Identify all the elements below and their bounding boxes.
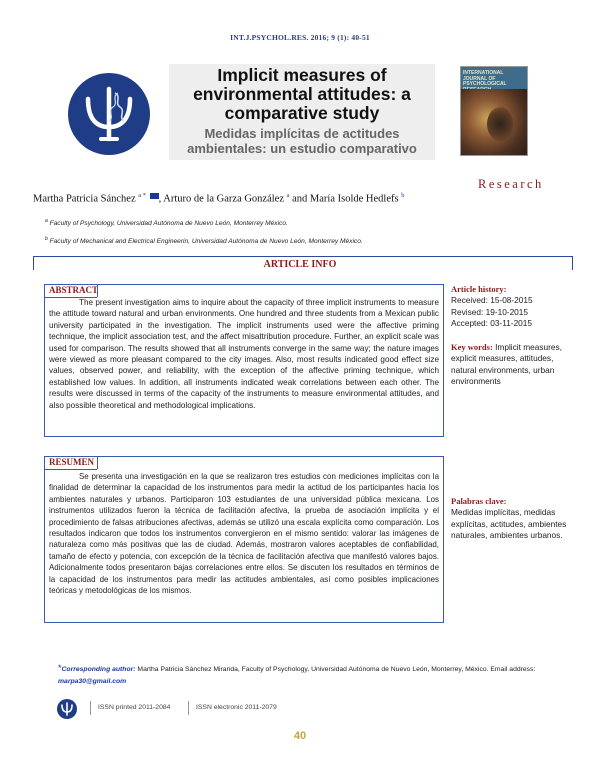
cover-title-line-2: PSYCHOLOGICAL <box>463 81 507 87</box>
received-date: Received: 15-08-2015 <box>451 295 533 306</box>
author-1-affiliation: a * <box>138 192 147 199</box>
page-number: 40 <box>293 730 307 742</box>
psi-logo-icon <box>68 73 150 155</box>
journal-reference: INT.J.PSYCHOL.RES. 2016; 9 (1): 40-51 <box>230 33 370 42</box>
resumen-label-border <box>97 457 98 469</box>
resumen-box <box>44 456 444 623</box>
affiliation-a <box>45 218 288 227</box>
author-1: Martha Patricia Sánchez <box>33 193 136 205</box>
cover-artwork-figure <box>487 107 513 141</box>
footer-separator <box>90 701 91 715</box>
affiliation-b-text: Faculty of Mechanical and Electrical Engineerin, Universidad Autónoma de Nuevo León, Monterrey México. <box>47 238 363 246</box>
title-es-line-2: ambientales: un estudio comparativo <box>187 141 417 156</box>
title-line-2: environmental attitudes: a <box>193 84 411 104</box>
palabras-clave-text: Medidas implícitas, medidas explícitas, actitudes, ambientes naturales, ambientes urbanos. <box>451 507 567 541</box>
author-2: , Arturo de la Garza González <box>158 193 284 205</box>
palabras-clave <box>451 496 576 542</box>
keywords-heading: Key words: <box>451 342 493 352</box>
affiliation-a-text: Faculty of Psychology, Universidad Autónoma de Nuevo León, Monterrey México. <box>47 220 288 228</box>
psi-logo-small-icon <box>57 699 77 719</box>
resumen-label-underline <box>45 469 97 470</box>
affiliation-b-marker: b <box>45 236 48 242</box>
affiliation-a-marker: a <box>45 218 48 224</box>
article-history <box>451 284 576 330</box>
resumen-text: Se presenta una investigación en la que se realizaron tres estudios con mediciones implícitas con la finalidad de determinar la capacidad de los instrumentos para medir la actitud de los participantes hacia los ambientes naturales y urbanos. Participaron 103 estudiantes de una universidad pública mexicana. Los instrumentos utilizados fueron la técnica de facilitación afectiva, la prueba de asociación implícita y el procedimiento de falsas atribuciones afectivas, además se utilizó una escala explícita como comparación. Los resultados indicaron que todos los instrumentos convergieron en el mismo sentido: valorar las imágenes de naturaleza como más positivas que las de ciudad. Además, mostraron valores aceptables de confiabilidad, tamaño de efecto y potencia, con excepción de la técnica de facilitación afectiva que manifestó valores bajos. Adicionalmente todos presentaron bajas correlaciones entre ellos. Se discuten los resultados en términos de la capacidad de los instrumentos para medir las actitudes ambientales, así como posibles implicaciones teóricas y metodológicas de los mismos. <box>49 472 439 596</box>
title-line-3: comparative study <box>224 103 380 123</box>
corresponding-email-link[interactable]: marpa30@gmail.com <box>58 678 127 685</box>
abstract-box <box>44 284 444 437</box>
resumen-label: RESUMEN <box>49 457 95 467</box>
footer-separator <box>188 701 189 715</box>
journal-logo <box>68 73 150 155</box>
author-2-affiliation: a <box>286 192 290 199</box>
corresponding-text: Martha Patricia Sánchez Miranda, Faculty of Psychology, Universidad Autónoma de Nuevo León, Monterrey, México. Email address: <box>135 666 536 673</box>
issn-printed: ISSN printed 2011-2084 <box>98 704 171 711</box>
palabras-clave-heading: Palabras clave: <box>451 496 507 506</box>
article-history-heading: Article history: <box>451 284 507 294</box>
affiliation-b <box>45 236 363 245</box>
corresponding-author-note <box>58 662 553 688</box>
divider <box>33 256 573 257</box>
author-list <box>33 192 404 205</box>
corresponding-star: * <box>58 663 62 673</box>
article-title-spanish <box>169 126 435 156</box>
abstract-label-border <box>97 285 98 297</box>
author-3: and María Isolde Hedlefs <box>289 193 399 205</box>
cover-title-line-1: INTERNATIONAL JOURNAL OF <box>463 70 504 82</box>
article-title <box>169 66 435 123</box>
issn-electronic: ISSN electronic 2011-2079 <box>196 704 277 711</box>
abstract-label: ABSTRACT <box>49 285 99 295</box>
author-3-affiliation: b <box>401 192 405 199</box>
keywords <box>451 342 576 388</box>
section-type-label: Research <box>478 177 544 191</box>
abstract-text-block <box>49 297 439 411</box>
title-line-1: Implicit measures of <box>217 65 387 85</box>
email-icon[interactable] <box>150 193 159 199</box>
journal-cover-image <box>460 66 528 156</box>
corresponding-label: Corresponding author: <box>61 666 136 673</box>
article-info-heading: ARTICLE INFO <box>263 259 337 270</box>
footer-logo <box>57 699 77 719</box>
accepted-date: Accepted: 03-11-2015 <box>451 318 533 329</box>
keywords-text: Implicit measures, explicit measures, attitudes, natural environments, urban environments <box>451 342 562 387</box>
resumen-text-block <box>49 471 439 596</box>
revised-date: Revised: 19-10-2015 <box>451 306 529 317</box>
abstract-text: The present investigation aims to inquire about the capacity of three implicit instruments to measure the attitude toward natural and urban environments. One hundred and three students from a Mexican public university participated in the investigation. The implicit instruments used were the affective priming technique, the implicit association test, and the affect misattribution procedure. Further, an explicit scale was used for comparison. The results showed that all instruments converge in the same way; the nature images were viewed as more pleasant compared to the city images. Also, most results indicated good effect size values, observed power, and reliability, with the exception of the affective priming technique, which established low values. In addition, all instruments indicated weak correlations between each other. The results were discussed in terms of the capacity of the instruments to measure environmental attitudes, and also possible theoretical and methodological implications. <box>49 298 439 410</box>
title-es-line-1: Medidas implícitas de actitudes <box>204 126 400 141</box>
